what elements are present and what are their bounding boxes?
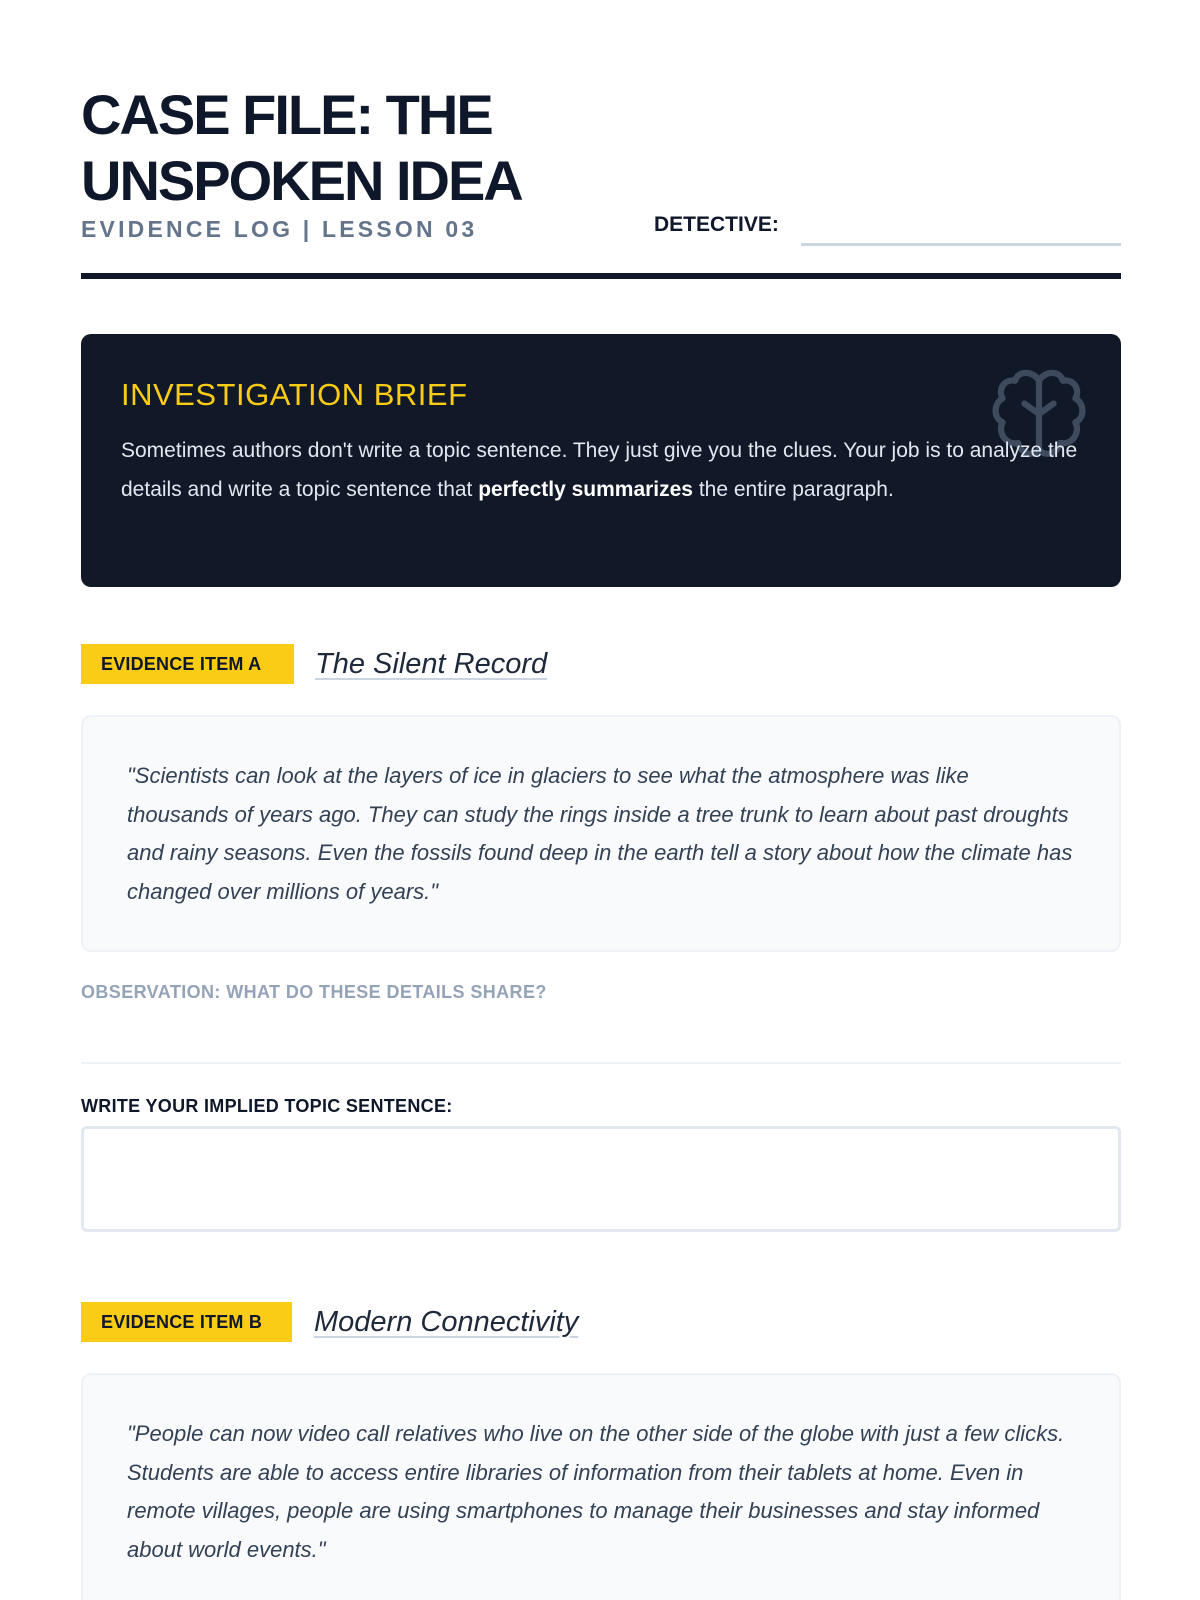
worksheet-page xyxy=(81,0,1121,1562)
page-title: CASE FILE: THE UNSPOKEN IDEA xyxy=(81,83,522,212)
brief-title: INVESTIGATION BRIEF xyxy=(121,377,468,412)
page-subtitle: EVIDENCE LOG | LESSON 03 xyxy=(81,216,478,242)
evidence-quote: "Scientists can look at the layers of ice in glaciers to see what the atmosphere was like thousands of years ago. They can study the rings inside a tree trunk to learn about past droughts and rainy seasons. Even the fossils found deep in the earth tell a story about how the climate has changed over millions of years." xyxy=(127,763,1073,904)
brief-text-start: Sometimes authors don't write a topic sentence. They just give you the clues. Your job is to analyze the details and write a topic sentence that xyxy=(121,439,1078,501)
brief-text-end: the entire paragraph. xyxy=(693,477,894,501)
observation-answer-line[interactable] xyxy=(81,1062,1121,1064)
observation-label: OBSERVATION: WHAT DO THESE DETAILS SHARE? xyxy=(81,982,547,1002)
evidence-title: The Silent Record xyxy=(315,648,548,680)
detective-label: DETECTIVE: xyxy=(654,213,779,236)
topic-sentence-label: WRITE YOUR IMPLIED TOPIC SENTENCE: xyxy=(81,1096,453,1116)
header xyxy=(81,0,1121,282)
topic-sentence-input[interactable] xyxy=(81,1126,1121,1232)
header-divider xyxy=(81,273,1121,279)
evidence-quote-box xyxy=(81,715,1121,952)
brief-text xyxy=(121,432,1091,509)
evidence-tag: EVIDENCE ITEM A xyxy=(81,644,294,684)
brief-text-emphasis: perfectly summarizes xyxy=(478,477,693,501)
detective-name-field[interactable] xyxy=(801,243,1121,246)
evidence-tag: EVIDENCE ITEM B xyxy=(81,1302,292,1342)
evidence-title: Modern Connectivity xyxy=(314,1306,579,1338)
investigation-brief xyxy=(81,334,1121,587)
evidence-quote-box xyxy=(81,1373,1121,1600)
evidence-quote: "People can now video call relatives who live on the other side of the globe with just a few clicks. Students are able to access entire libraries of information from their tablets at home. Even in remote villages, people are using smartphones to manage their businesses and stay informed about world events." xyxy=(127,1421,1065,1562)
